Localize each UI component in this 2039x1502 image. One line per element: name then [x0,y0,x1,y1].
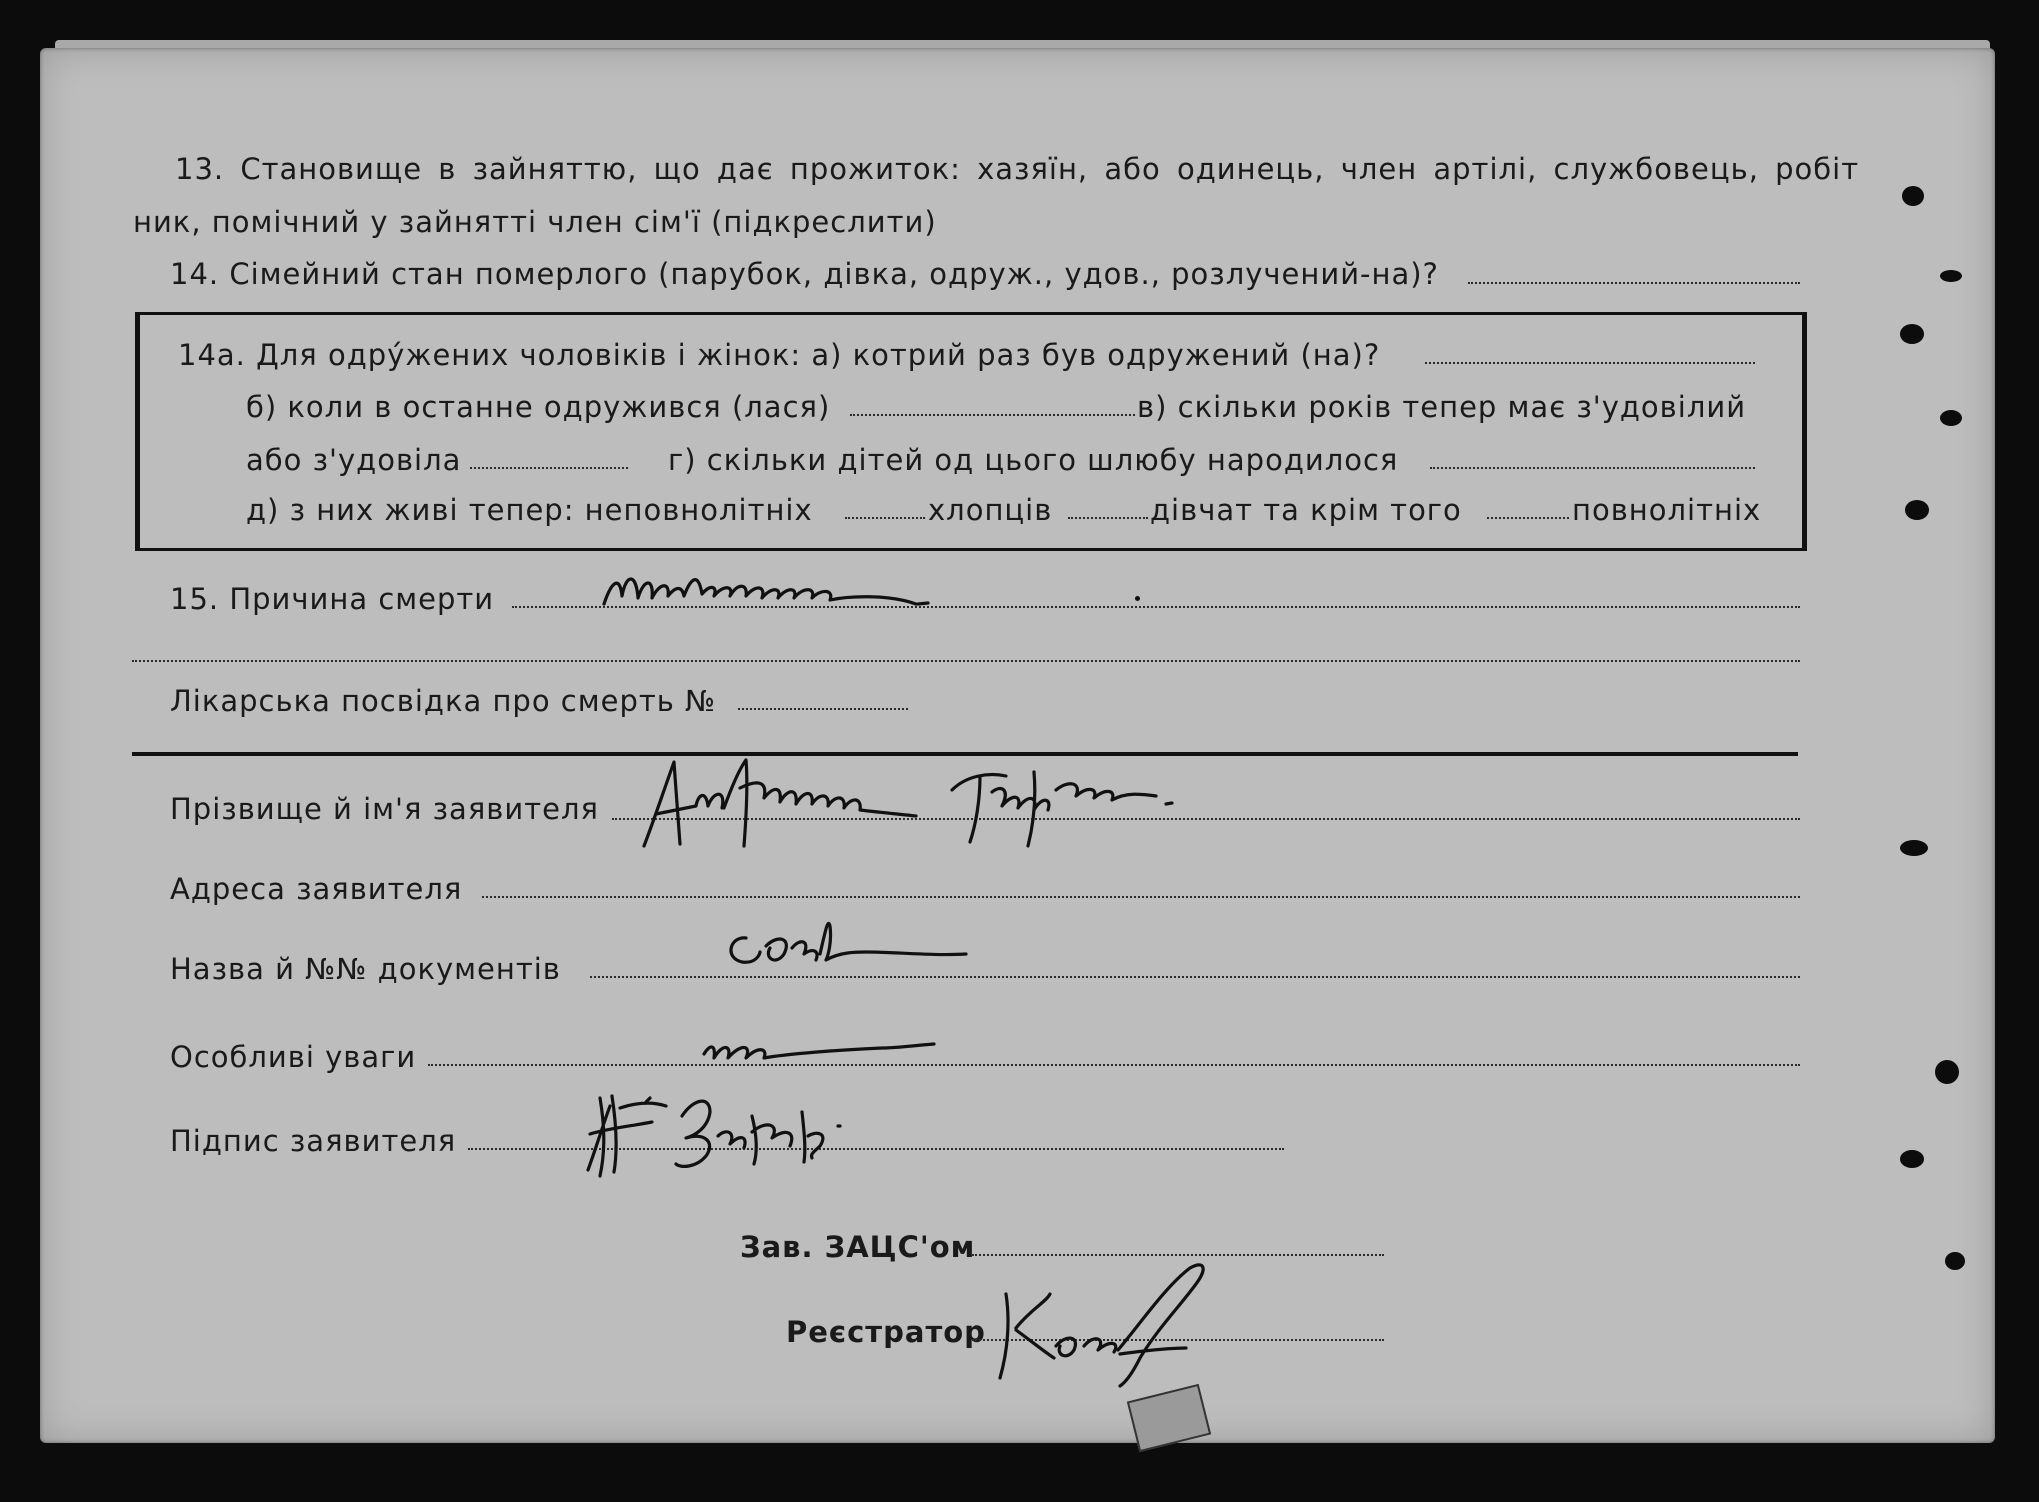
item-14a-v-cont: або з'удовіла [246,443,462,477]
item-14a-g-fill [1430,467,1755,469]
registrar-label: Реєстратор [786,1315,986,1349]
punch-hole [1935,1060,1959,1084]
item-14a-v-label: в) скільки років тепер має з'удовілий [1137,390,1747,424]
item-15-cause-of-death: 15. Причина смерти [170,582,495,616]
item-14a-g-label: г) скільки дітей од цього шлюбу народилося [668,443,1399,477]
handwriting-documents [716,912,976,972]
handwriting-applicant-name [636,750,1356,860]
item-14a-v-fill [470,467,628,469]
head-zags-label: Зав. ЗАЦС'ом [740,1230,976,1264]
applicant-name-label: Прізвище й ім'я заявителя [170,792,599,826]
item-14a-line-1: 14а. Для одру́жених чоловіків і жінок: а) котрий раз був одружений (на)? [178,338,1381,372]
item-14a-b-label: б) коли в останне одружився (лася) [246,390,831,424]
remarks-label: Особливі уваги [170,1040,417,1074]
punch-hole [1905,500,1929,520]
item-14a-d-label: д) з них живі тепер: неповнолітніх [246,493,813,527]
handwriting-registrar-signature [990,1250,1250,1390]
punch-hole [1902,186,1924,206]
item-14a-a-fill [1425,362,1755,364]
item-14-marital-status: 14. Сімейний стан померлого (парубок, дівка, одруж., удов., розлучений-на)? [170,257,1439,291]
punch-hole [1900,840,1928,856]
punch-hole [1900,1150,1924,1168]
punch-hole [1945,1252,1965,1270]
item-13-line-1: 13. Становище в зайняттю, що дає прожиток: хазяїн, або одинець, член артілі, службовець, робіт [175,152,1860,186]
punch-hole [1940,410,1962,426]
item-14a-d-fill-1 [845,517,925,519]
applicant-address-label: Адреса заявителя [170,872,463,906]
punch-hole [1900,324,1924,344]
medical-certificate-fill [738,708,908,710]
item-13-line-2: ник, помічний у зайнятті член сім'ї (підкреслити) [133,205,937,239]
documents-fill [590,976,1800,978]
item-14-fill-line [1468,282,1800,284]
item-14a-boys-label: хлопців [928,493,1053,527]
item-14a-d-fill-3 [1487,517,1569,519]
medical-certificate-label: Лікарська посвідка про смерть № [170,684,717,718]
applicant-address-fill [482,896,1800,898]
item-14a-d-fill-2 [1068,517,1148,519]
documents-label: Назва й №№ документів [170,952,561,986]
item-14a-b-fill [850,414,1135,416]
ink-dot [1135,596,1140,601]
applicant-signature-label: Підпис заявителя [170,1124,457,1158]
handwriting-cause-of-death [598,560,1118,620]
punch-hole [1940,270,1962,282]
item-14a-girls-label: дівчат та крім того [1150,493,1462,527]
handwriting-applicant-signature [576,1072,896,1182]
handwriting-remarks [696,1024,956,1074]
item-14a-adults-label: повнолітніх [1572,493,1762,527]
remarks-fill [428,1064,1800,1066]
item-15-fill-line-2 [132,660,1800,662]
